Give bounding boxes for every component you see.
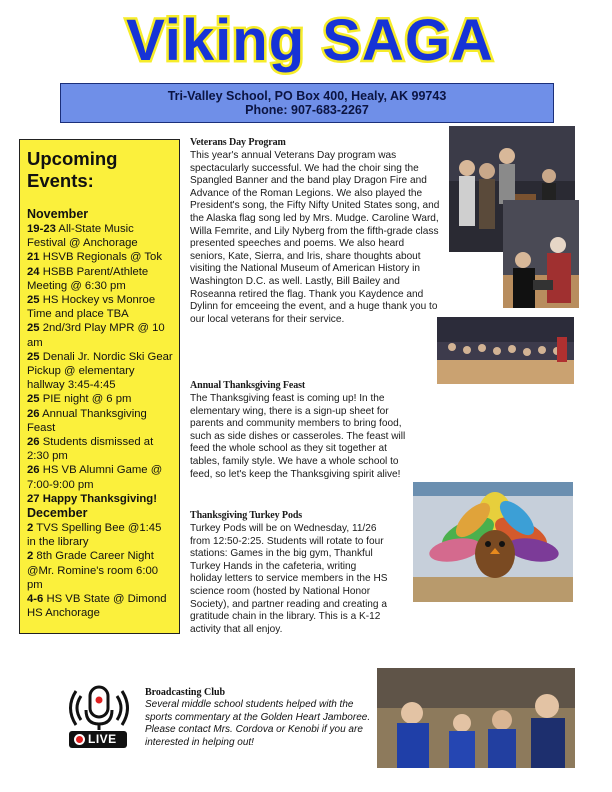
event-date: 27: [27, 492, 40, 505]
photo-turkey-art: [413, 482, 573, 602]
article-body: This year's annual Veterans Day program was spectacularly successful. We had the choir sing the Spangled Banner and the band play Dragon Fire and Advance of the Roman Legions. We also played the President's song, the Fifty Nifty United States song, and the Alaska flag song led by Mrs. Mudge. Caroline Ward, Willa Femrite, and Lily Nyberg from the fifth-grade class presented speeches and poems. We also heard seniors, Kate, Sierra, and Iris, share thoughts about visiting the National Museum of American History in Washington D.C. as well. Lastly, Bill Bailey and Roseanna retired the flag. Thank you Kaydence and Dylinn for emceeing the event, and a huge thank you to our local veterans for their service.: [190, 150, 440, 325]
event-item: [27, 592, 173, 620]
live-dot-icon: [74, 734, 85, 745]
december-events: [27, 521, 173, 620]
event-text: 8th Grade Career Night @Mr. Romine's room 6:00 pm: [27, 550, 159, 591]
event-text: All-State Music Festival @ Anchorage: [27, 223, 138, 250]
event-date: 2: [27, 550, 34, 563]
article-title: Annual Thanksgiving Feast: [190, 380, 306, 391]
event-date: 25: [27, 322, 40, 335]
photo-veterans-flag: [503, 200, 579, 308]
event-date: 21: [27, 251, 40, 264]
article-title: Thanksgiving Turkey Pods: [190, 510, 303, 521]
event-item: [27, 321, 173, 349]
masthead-logo: [60, 0, 560, 80]
event-item: [27, 463, 173, 491]
month-december: December: [27, 506, 88, 521]
event-date: 19-23: [27, 223, 56, 235]
event-text: HS Hockey vs Monroe Time and place TBA: [27, 294, 156, 321]
november-events: [27, 222, 173, 506]
address-line: Tri-Valley School, PO Box 400, Healy, AK 99743: [167, 89, 447, 103]
article-body: Turkey Pods will be on Wednesday, 11/26 from 12:50-2:25. Students will rotate to four stations: Games in the big gym, Thankful Turkey Hands in the cafeteria, writing holiday letters to service members in the HS science room (hosted by National Honor Society), and partner reading and creating a gratitude chain in the library. This is a K-12 activity that all enjoy.: [190, 523, 388, 635]
event-date: 26: [27, 436, 40, 449]
event-text: 2nd/3rd Play MPR @ 10 am: [27, 322, 165, 349]
masthead-title-text: Viking SAGA: [126, 8, 494, 73]
events-heading: Upcoming Events:: [27, 148, 118, 191]
event-item: [27, 435, 173, 463]
event-text: HSBB Parent/Athlete Meeting @ 6:30 pm: [27, 265, 149, 292]
event-text: Denali Jr. Nordic Ski Gear Pickup @ elementary hallway 3:45-4:45: [27, 350, 173, 392]
article-turkey-pods: [190, 510, 390, 636]
event-date: 24: [27, 265, 40, 278]
event-item: [27, 521, 173, 549]
live-badge: LIVE: [69, 731, 127, 748]
upcoming-events-panel: [19, 139, 180, 634]
event-text: Annual Thanksgiving Feast: [27, 407, 147, 434]
article-thanksgiving-feast: [190, 380, 412, 481]
article-title: Broadcasting Club: [145, 687, 226, 698]
event-date: 4-6: [27, 593, 44, 606]
event-item: [27, 222, 173, 250]
photo-veterans-audience: [437, 317, 574, 384]
month-november: November: [27, 207, 89, 221]
article-broadcasting-club: [145, 687, 380, 749]
event-date: 25: [27, 350, 40, 363]
event-item: [27, 492, 173, 506]
phone-line: Phone: 907-683-2267: [245, 103, 369, 117]
article-body: Several middle school students helped with the sports commentary at the Golden Heart Jamboree. Please contact Mrs. Cordova or Kenobi if you are interested in helping out!: [145, 699, 371, 748]
event-item: [27, 392, 173, 406]
article-veterans-day: [190, 137, 440, 326]
photo-broadcasting-club: [377, 668, 575, 768]
article-title: Veterans Day Program: [190, 137, 286, 148]
event-item: [27, 293, 173, 321]
event-text: Happy Thanksgiving!: [39, 492, 157, 505]
event-text: HS VB State @ Dimond HS Anchorage: [27, 593, 167, 620]
event-date: 26: [27, 407, 40, 420]
event-text: HSVB Regionals @ Tok: [39, 251, 162, 264]
event-item: [27, 407, 173, 435]
event-text: TVS Spelling Bee @1:45 in the library: [27, 522, 162, 549]
event-item: [27, 265, 173, 293]
event-text: HS VB Alumni Game @ 7:00-9:00 pm: [27, 464, 163, 491]
event-date: 25: [27, 393, 40, 406]
event-date: 2: [27, 522, 34, 535]
event-item: [27, 250, 173, 264]
event-text: PIE night @ 6 pm: [39, 393, 132, 406]
event-item: [27, 549, 173, 592]
event-date: 26: [27, 464, 40, 477]
address-box: [60, 83, 554, 123]
event-text: Students dismissed at 2:30 pm: [27, 436, 154, 463]
event-date: 25: [27, 294, 40, 307]
masthead-title: [60, 0, 560, 80]
article-body: The Thanksgiving feast is coming up! In the elementary wing, there is a sign-up sheet for parents and community members to bring food, such as side dishes or casseroles. The feast will feed the whole school as they sit together at tables, family style. We have a whole school to feed, so let's keep the Thanksgiving spirit alive!: [190, 393, 406, 480]
event-item: [27, 350, 173, 393]
